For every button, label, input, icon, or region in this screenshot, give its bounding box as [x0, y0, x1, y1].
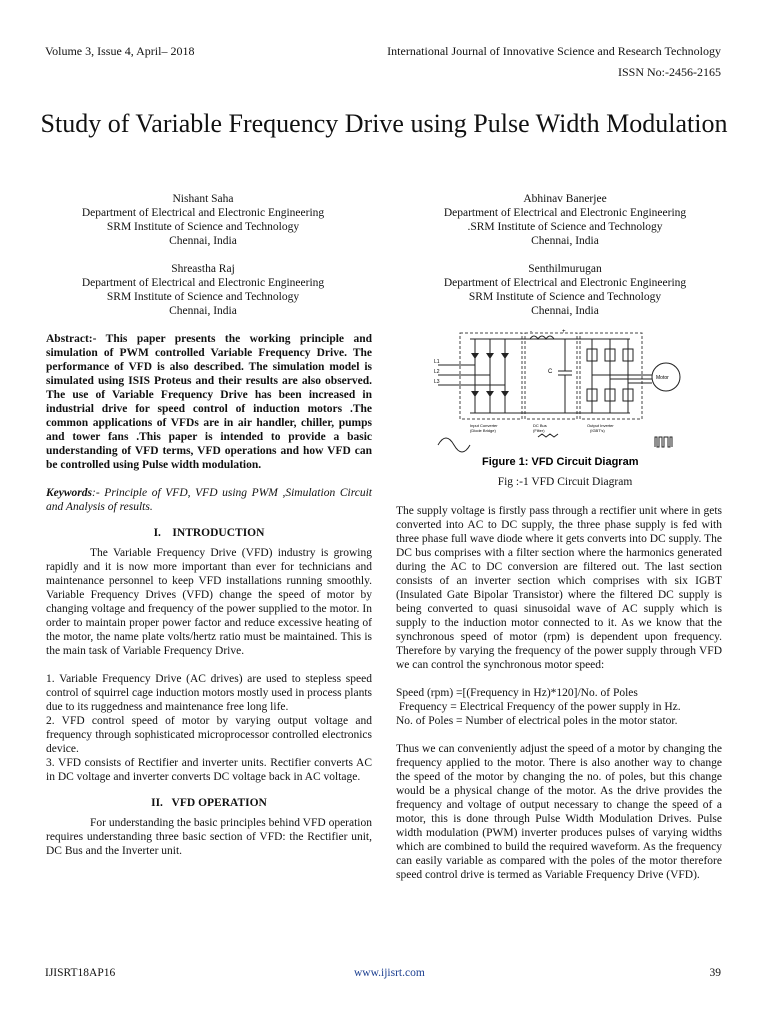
author-city: Chennai, India	[531, 235, 599, 247]
svg-text:-: -	[530, 329, 532, 335]
abstract: Abstract:- This paper presents the working principle and simulation of PWM controlled Variable Frequency Drive. The performance of VFD is also described. The simulation model is simulated using ISIS Proteus and their results are also observed. The use of Variable Frequency Drive has been increased in industrial drive for speed control of induction motors .The common applications of VFDs are in air handler, chiller, pumps and tower fans .This paper is intended to provide a basic understanding of VFD terms, VFD operations and how VFD can be controlled using Pulse width modulation.	[46, 333, 372, 471]
footer-paper-id: IJISRT18AP16	[45, 967, 116, 979]
svg-text:C: C	[548, 369, 553, 375]
vfd-circuit-figure	[430, 325, 692, 475]
author-inst: .SRM Institute of Science and Technology	[467, 221, 663, 233]
footer-page-number: 39	[709, 967, 721, 979]
author-name: Senthilmurugan	[528, 263, 602, 275]
vfd-circuit-diagram	[430, 325, 692, 475]
svg-text:Output Inverter: Output Inverter	[587, 423, 614, 428]
author-name: Shreastha Raj	[171, 263, 235, 275]
svg-text:(Filter): (Filter)	[533, 428, 545, 433]
svg-text:L3: L3	[434, 379, 440, 385]
author-city: Chennai, India	[169, 305, 237, 317]
svg-text:+: +	[562, 329, 566, 335]
author-name: Abhinav Banerjee	[523, 193, 607, 205]
svg-text:L1: L1	[434, 359, 440, 365]
vfd-operation-paragraph: For understanding the basic principles behind VFD operation requires understanding three basic section of VFD: the Rectifier unit, DC Bus and the Inverter unit.	[46, 817, 372, 857]
journal-name: International Journal of Innovative Science and Research Technology	[387, 44, 721, 58]
author-block-3	[48, 262, 358, 318]
keywords-text: :- Principle of VFD, VFD using PWM ,Simulation Circuit and Analysis of results.	[46, 487, 372, 513]
author-dept: Department of Electrical and Electronic Engineering	[81, 277, 325, 289]
left-column	[46, 332, 372, 858]
footer-website-link[interactable]: www.ijisrt.com	[354, 967, 425, 979]
author-dept: Department of Electrical and Electronic Engineering	[443, 277, 687, 289]
intro-list-item-2: 2. VFD control speed of motor by varying output voltage and frequency through sophisticated microprocessor controlled electronics device.	[46, 715, 372, 755]
author-inst: SRM Institute of Science and Technology	[106, 221, 300, 233]
svg-text:(Diode Bridge): (Diode Bridge)	[470, 428, 496, 433]
author-block-1	[48, 192, 358, 248]
author-block-4	[410, 262, 720, 318]
intro-list-item-1: 1. Variable Frequency Drive (AC drives) are used to stepless speed control of squirrel cage induction motors mostly used in process plants due to its ruggedness and maintenance free long life.	[46, 673, 372, 713]
section-heading-introduction: I. INTRODUCTION	[153, 527, 265, 539]
author-dept: Department of Electrical and Electronic Engineering	[443, 207, 687, 219]
svg-text:(IGBT's): (IGBT's)	[590, 428, 605, 433]
author-inst: SRM Institute of Science and Technology	[106, 291, 300, 303]
section-heading-vfd-operation: II. VFD OPERATION	[151, 797, 267, 809]
formula-speed: Speed (rpm) =[(Frequency in Hz)*120]/No. of Poles	[396, 687, 638, 699]
intro-paragraph: The Variable Frequency Drive (VFD) industry is growing rapidly and it is now more important than ever for technicians and maintenance personnel to keep VFD installations running smoothly. Variable Frequency Drives (VFD) change the speed of motor by changing voltage and frequency of the power supplied to the motor. In order to maintain proper power factor and reduce excessive heating of the motor, the name plate volts/hertz ratio must be maintained. This is the main task of Variable Frequency Drive.	[46, 547, 372, 657]
author-city: Chennai, India	[531, 305, 599, 317]
volume-info: Volume 3, Issue 4, April– 2018	[45, 44, 195, 58]
formula-poles: No. of Poles = Number of electrical poles in the motor stator.	[396, 715, 678, 727]
author-block-2	[410, 192, 720, 248]
issn: ISSN No:-2456-2165	[617, 65, 721, 79]
paper-title: Study of Variable Frequency Drive using Pulse Width Modulation	[40, 109, 728, 138]
author-inst: SRM Institute of Science and Technology	[468, 291, 662, 303]
keywords	[46, 486, 372, 514]
figure-caption: Fig :-1 VFD Circuit Diagram	[497, 476, 633, 488]
svg-text:DC Bus: DC Bus	[533, 423, 547, 428]
svg-text:Motor: Motor	[656, 375, 669, 381]
author-name: Nishant Saha	[172, 193, 234, 205]
right-paragraph-1: The supply voltage is firstly pass through a rectifier unit where in gets converted into AC to DC supply, the three phase supply is fed with three phase full wave diode where it gets converts into DC supply. The DC bus comprises with a filter section where the harmonics generated during the AC to DC conversion are filtered out. The last section consists of an inverter section which comprises with six IGBT (Insulated Gate Bipolar Transistor) where the filtered DC supply is being converted to quasi sinusoidal wave of AC supply which is supply to the induction motor connected to it. As we know that the synchronous speed of motor (rpm) is dependent upon frequency. Therefore by varying the frequency of the power supply through VFD we can control the synchronous motor speed:	[396, 505, 722, 671]
intro-list-item-3: 3. VFD consists of Rectifier and inverter units. Rectifier converts AC in DC voltage and inverter converts DC voltage back in AC voltage.	[46, 757, 372, 783]
author-dept: Department of Electrical and Electronic Engineering	[81, 207, 325, 219]
svg-text:Input Converter: Input Converter	[470, 423, 498, 428]
right-paragraph-2: Thus we can conveniently adjust the speed of a motor by changing the frequency applied to the motor. There is also another way to change the speed of the motor by changing the no. of poles, but this change would be a physical change of the motor. As the drive provides the frequency and voltage of output necessary to change the speed of a motor, this is done through Pulse Width Modulation Drives. Pulse width modulation (PWM) inverter produces pulses of varying widths which are combined to build the required waveform. As the frequency can easily variable as compared with the poles of the motor therefore speed control drive is termed as Variable Frequency Drive (VFD).	[396, 743, 722, 881]
formula-frequency: Frequency = Electrical Frequency of the power supply in Hz.	[396, 701, 681, 713]
author-city: Chennai, India	[169, 235, 237, 247]
keywords-label: Keywords	[46, 487, 92, 499]
figure-inner-caption: Figure 1: VFD Circuit Diagram	[482, 456, 639, 468]
svg-text:L2: L2	[434, 369, 440, 375]
right-column	[396, 504, 722, 882]
